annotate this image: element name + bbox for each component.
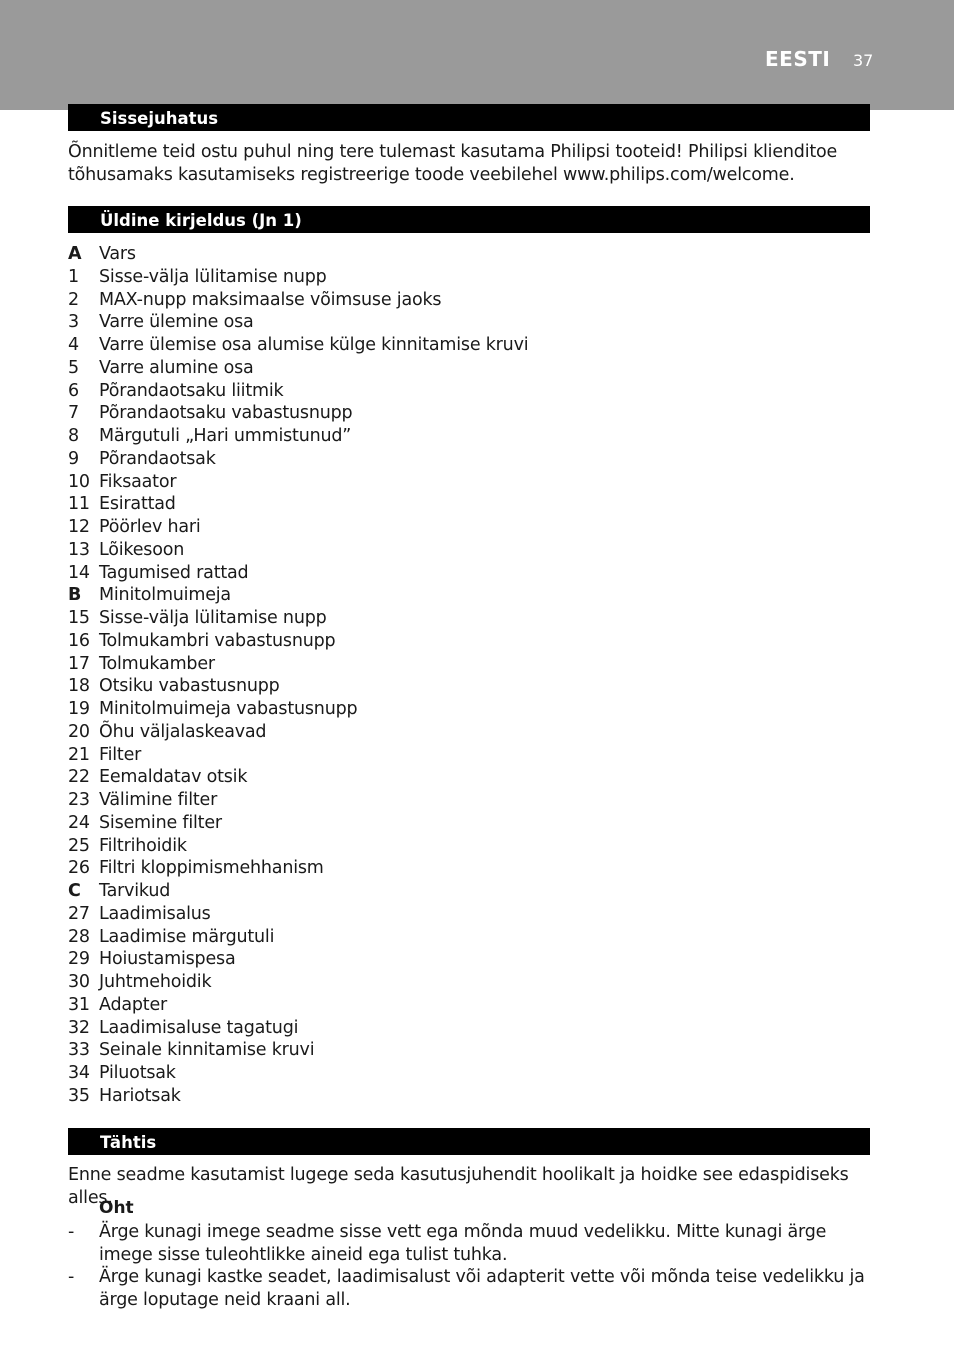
item-label: Põrandaotsaku liitmik — [99, 380, 284, 401]
parts-list-item — [68, 289, 528, 312]
item-key: 8 — [68, 426, 79, 446]
item-label: Sisse-välja lülitamise nupp — [99, 266, 327, 287]
parts-list-item — [68, 698, 528, 721]
item-key: 7 — [68, 403, 79, 424]
parts-list-item — [68, 994, 528, 1017]
item-key: 32 — [68, 1017, 90, 1038]
parts-list-item — [68, 607, 528, 630]
parts-list-item — [68, 380, 528, 403]
parts-list-item — [68, 948, 528, 971]
item-key: 4 — [68, 335, 79, 355]
language-label: EESTI — [765, 47, 831, 71]
item-label: Laadimise märgutuli — [99, 926, 275, 947]
parts-list-item — [68, 653, 528, 676]
item-key: 26 — [68, 858, 90, 879]
item-key: 9 — [68, 448, 79, 469]
bullet-dash: - — [68, 1222, 75, 1242]
item-label: Hoiustamispesa — [99, 949, 236, 970]
parts-list-item — [68, 835, 528, 858]
item-label: Minitolmuimeja vabastusnupp — [99, 699, 358, 719]
section-heading-important — [68, 1128, 870, 1155]
danger-label: Oht — [99, 1198, 134, 1218]
parts-list-item — [68, 744, 528, 767]
item-label: Sisemine filter — [99, 812, 222, 833]
parts-list-item — [68, 1085, 528, 1108]
parts-list-item — [68, 926, 528, 949]
bullet-text: Ärge kunagi imege seadme sisse vett ega mõnda muud vedelikku. Mitte kunagi ärge imege sisse tuleohtlikke aineid ega tulist tuhka. — [99, 1222, 827, 1265]
item-label: MAX-nupp maksimaalse võimsuse jaoks — [99, 289, 442, 310]
parts-list-item — [68, 357, 528, 380]
parts-list-item — [68, 243, 528, 266]
parts-list-item — [68, 1039, 528, 1062]
item-key: 33 — [68, 1040, 90, 1061]
parts-list-item — [68, 539, 528, 562]
item-label: Hariotsak — [99, 1085, 181, 1106]
item-label: Õhu väljalaskeavad — [99, 721, 267, 742]
item-label: Seinale kinnitamise kruvi — [99, 1040, 315, 1061]
parts-list-item — [68, 1017, 528, 1040]
item-key: 25 — [68, 835, 90, 856]
item-key: A — [68, 244, 82, 264]
item-label: Filter — [99, 744, 142, 765]
parts-list-item — [68, 812, 528, 835]
item-key: 21 — [68, 744, 90, 765]
bullet-text: Ärge kunagi kastke seadet, laadimisalust või adapterit vette või mõnda teise vedelikku ja ärge loputage neid kraani all. — [99, 1267, 865, 1310]
item-label: Märgutuli „Hari ummistunud” — [99, 426, 352, 446]
section-heading-text: Üldine kirjeldus (Jn 1) — [100, 211, 302, 230]
section-heading-intro — [68, 104, 870, 131]
item-label: Sisse-välja lülitamise nupp — [99, 608, 327, 628]
item-key: 5 — [68, 357, 79, 378]
item-label: Esirattad — [99, 494, 176, 515]
item-label: Piluotsak — [99, 1063, 176, 1083]
parts-list-item — [68, 425, 528, 448]
danger-bullet — [68, 1266, 868, 1311]
item-label: Filtrihoidik — [99, 835, 187, 856]
section-heading-description — [68, 206, 870, 233]
parts-list-item — [68, 266, 528, 289]
parts-list-item — [68, 402, 528, 425]
item-key: 23 — [68, 790, 90, 810]
item-key: 6 — [68, 380, 79, 401]
item-label: Tagumised rattad — [99, 562, 249, 583]
item-key: 12 — [68, 517, 90, 537]
parts-list-item — [68, 971, 528, 994]
parts-list-item — [68, 880, 528, 903]
item-key: 11 — [68, 494, 90, 515]
parts-list-item — [68, 562, 528, 585]
item-label: Laadimisaluse tagatugi — [99, 1017, 299, 1038]
item-label: Minitolmuimeja — [99, 585, 231, 606]
item-key: 20 — [68, 721, 90, 742]
parts-list — [68, 243, 528, 1108]
item-label: Varre ülemise osa alumise külge kinnitamise kruvi — [99, 335, 529, 355]
item-label: Filtri kloppimismehhanism — [99, 858, 324, 879]
item-label: Eemaldatav otsik — [99, 767, 248, 788]
item-label: Otsiku vabastusnupp — [99, 676, 280, 697]
item-key: 1 — [68, 266, 79, 287]
item-key: 28 — [68, 926, 90, 947]
parts-list-item — [68, 766, 528, 789]
item-label: Adapter — [99, 994, 168, 1015]
item-label: Vars — [99, 244, 136, 264]
item-label: Põrandaotsaku vabastusnupp — [99, 403, 353, 424]
parts-list-item — [68, 903, 528, 926]
intro-paragraph: Õnnitleme teid ostu puhul ning tere tulemast kasutama Philipsi tooteid! Philipsi klienditoe tõhusamaks kasutamiseks registreerige toode veebilehel www.philips.com/welcome. — [68, 142, 838, 185]
item-key: 30 — [68, 972, 90, 992]
item-key: 3 — [68, 312, 79, 333]
item-label: Tolmukambri vabastusnupp — [99, 630, 336, 651]
parts-list-item — [68, 334, 528, 357]
parts-list-item — [68, 471, 528, 494]
parts-list-item — [68, 721, 528, 744]
item-key: 15 — [68, 608, 90, 628]
parts-list-item — [68, 311, 528, 334]
item-key: 35 — [68, 1085, 90, 1106]
item-label: Lõikesoon — [99, 539, 185, 560]
section-heading-text: Tähtis — [100, 1133, 157, 1152]
parts-list-item — [68, 516, 528, 539]
item-key: 10 — [68, 471, 90, 492]
page-number: 37 — [853, 51, 874, 70]
item-key: 31 — [68, 994, 90, 1015]
item-key: 16 — [68, 630, 90, 651]
important-paragraph: Enne seadme kasutamist lugege seda kasutusjuhendit hoolikalt ja hoidke see edaspidiseks alles. — [68, 1165, 849, 1208]
item-key: 19 — [68, 699, 90, 719]
parts-list-item — [68, 493, 528, 516]
parts-list-item — [68, 584, 528, 607]
item-label: Pöörlev hari — [99, 517, 201, 537]
item-label: Tarvikud — [99, 881, 171, 901]
item-key: 27 — [68, 903, 90, 924]
item-label: Fiksaator — [99, 471, 177, 492]
danger-bullet — [68, 1221, 868, 1266]
item-key: 2 — [68, 289, 79, 310]
parts-list-item — [68, 630, 528, 653]
parts-list-item — [68, 448, 528, 471]
bullet-dash: - — [68, 1267, 75, 1287]
item-key: B — [68, 585, 82, 606]
item-key: 17 — [68, 653, 90, 674]
parts-list-item — [68, 857, 528, 880]
item-label: Laadimisalus — [99, 903, 211, 924]
item-key: 13 — [68, 539, 90, 560]
item-key: 14 — [68, 562, 90, 583]
item-key: 18 — [68, 676, 90, 697]
item-label: Varre ülemine osa — [99, 312, 254, 333]
item-label: Juhtmehoidik — [99, 972, 212, 992]
item-label: Varre alumine osa — [99, 357, 254, 378]
parts-list-item — [68, 675, 528, 698]
item-key: 24 — [68, 812, 90, 833]
section-heading-text: Sissejuhatus — [100, 109, 219, 128]
item-key: 22 — [68, 767, 90, 788]
parts-list-item — [68, 1062, 528, 1085]
item-key: C — [68, 881, 81, 901]
item-key: 34 — [68, 1063, 90, 1083]
item-label: Välimine filter — [99, 790, 218, 810]
item-label: Põrandaotsak — [99, 448, 216, 469]
item-label: Tolmukamber — [99, 653, 215, 674]
parts-list-item — [68, 789, 528, 812]
item-key: 29 — [68, 949, 90, 970]
